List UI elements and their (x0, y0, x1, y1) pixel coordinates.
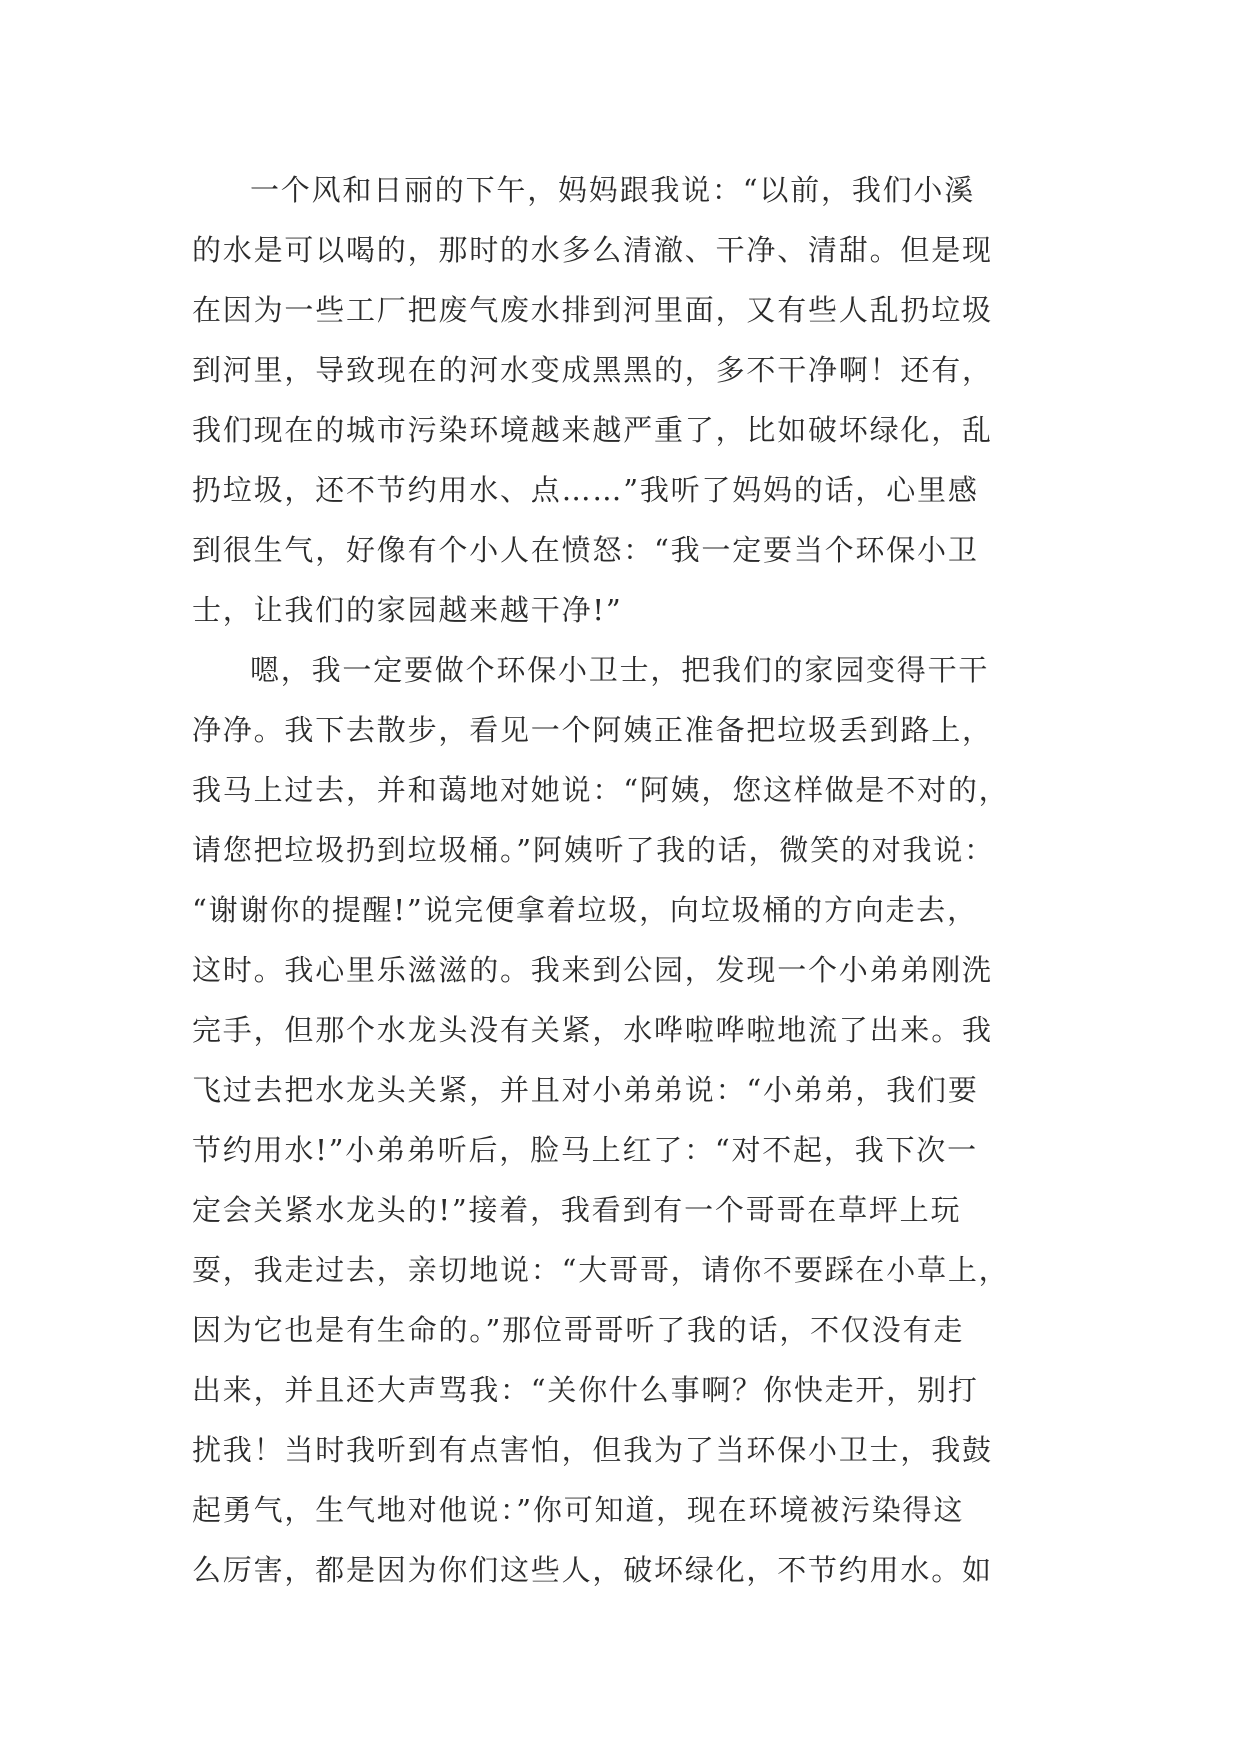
text-line: 到河里，导致现在的河水变成黑黑的，多不干净啊！还有， (192, 353, 993, 387)
text-line: 一个风和日丽的下午，妈妈跟我说：“以前，我们小溪 (250, 173, 976, 207)
text-line: 到很生气，好像有个小人在愤怒：“我一定要当个环保小卫 (192, 533, 979, 567)
text-line: 净净。我下去散步，看见一个阿姨正准备把垃圾丢到路上， (192, 713, 993, 747)
text-line: 在因为一些工厂把废气废水排到河里面，又有些人乱扔垃圾 (192, 293, 993, 327)
body-text (192, 160, 1062, 1600)
text-line: 请您把垃圾扔到垃圾桶。”阿姨听了我的话，微笑的对我说： (192, 833, 995, 867)
text-line: 定会关紧水龙头的!”接着，我看到有一个哥哥在草坪上玩 (192, 1193, 962, 1227)
paragraph-1 (192, 160, 1062, 640)
text-line: 嗯，我一定要做个环保小卫士，把我们的家园变得干干 (250, 653, 990, 687)
text-line: 完手，但那个水龙头没有关紧，水哗啦哗啦地流了出来。我 (192, 1013, 993, 1047)
text-line: 我们现在的城市污染环境越来越严重了，比如破坏绿化，乱 (192, 413, 993, 447)
text-line: 因为它也是有生命的。”那位哥哥听了我的话，不仅没有走 (192, 1313, 965, 1347)
paragraph-2 (192, 640, 1062, 1600)
text-line: 节约用水!”小弟弟听后，脸马上红了：“对不起，我下次一 (192, 1133, 978, 1167)
text-line: 这时。我心里乐滋滋的。我来到公园，发现一个小弟弟刚洗 (192, 953, 993, 987)
text-line: 耍，我走过去，亲切地说：“大哥哥，请你不要踩在小草上， (192, 1253, 1010, 1287)
text-line: 飞过去把水龙头关紧，并且对小弟弟说：“小弟弟，我们要 (192, 1073, 979, 1107)
text-line: 我马上过去，并和蔼地对她说：“阿姨，您这样做是不对的， (192, 773, 1010, 807)
text-line: 扔垃圾，还不节约用水、点……”我听了妈妈的话，心里感 (192, 473, 979, 507)
text-line: 士，让我们的家园越来越干净!” (192, 593, 623, 627)
text-line: “谢谢你的提醒!”说完便拿着垃圾，向垃圾桶的方向走去， (192, 893, 978, 927)
text-line: 出来，并且还大声骂我：“关你什么事啊？你快走开，别打 (192, 1373, 979, 1407)
text-line: 起勇气，生气地对他说：”你可知道，现在环境被污染得这 (192, 1493, 965, 1527)
text-line: 扰我！当时我听到有点害怕，但我为了当环保小卫士，我鼓 (192, 1433, 993, 1467)
text-line: 么厉害，都是因为你们这些人，破坏绿化，不节约用水。如 (192, 1553, 993, 1587)
text-line: 的水是可以喝的，那时的水多么清澈、干净、清甜。但是现 (192, 233, 993, 267)
